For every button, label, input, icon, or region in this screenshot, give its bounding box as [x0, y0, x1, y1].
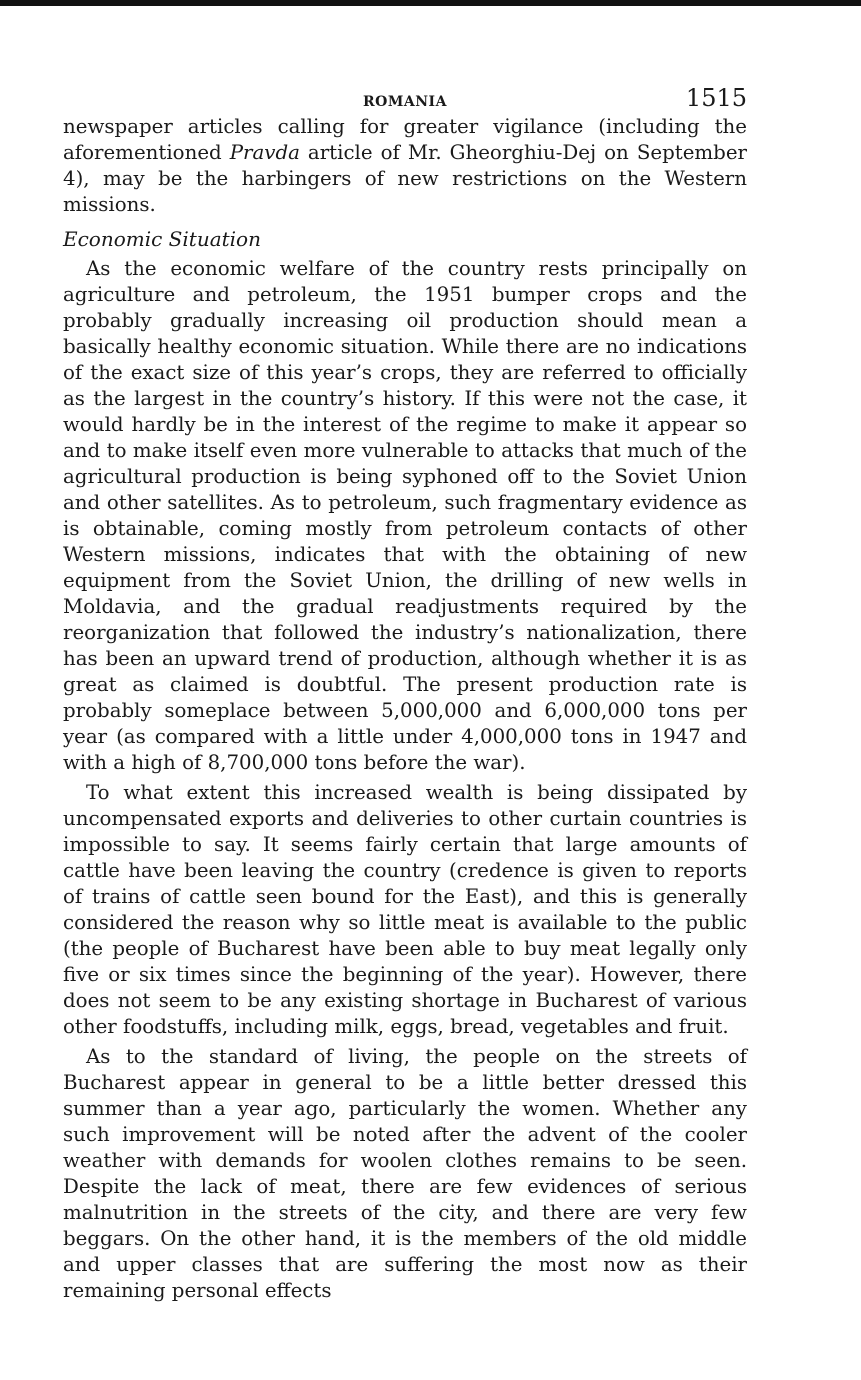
publication-title: Pravda — [229, 141, 300, 164]
paragraph-standard-of-living: As to the standard of living, the people on the streets of Bucharest appear in general to be a little better dressed this summer than a year ago, particularly the women. Whether any such improvement will be noted after the advent of the cooler weather with demands for woolen clothes remains to be seen. Despite the lack of meat, there are few evidences of serious malnutrition in the streets of the city, and there are very few beggars. On the other hand, it is the members of the old middle and upper classes that are suffering the most now as their remaining personal effects — [63, 1045, 747, 1302]
running-title: ROMANIA — [363, 94, 447, 110]
paragraph-continued — [63, 114, 747, 218]
running-head — [63, 84, 747, 114]
document-page — [63, 84, 747, 1304]
section-heading: Economic Situation — [63, 227, 261, 251]
page-number: 1515 — [685, 84, 747, 112]
paragraph-economic-welfare: As the economic welfare of the country rests principally on agriculture and petroleum, the 1951 bumper crops and the probably gradually increasing oil production should mean a basically healthy economic situation. While there are no indications of the exact size of this year’s crops, they are referred to officially as the largest in the country’s history. If this were not the case, it would hardly be in the interest of the regime to make it appear so and to make itself even more vulnerable to attacks that much of the agricultural production is being syphoned off to the Soviet Union and other satellites. As to petroleum, such fragmentary evidence as is obtainable, coming mostly from petroleum contacts of other Western missions, indicates that with the obtaining of new equipment from the Soviet Union, the drilling of new wells in Moldavia, and the gradual readjustments required by the reorganization that followed the industry’s nationalization, there has been an upward trend of production, although whether it is as great as claimed is doubtful. The present production rate is probably someplace between 5,000,000 and 6,000,000 tons per year (as compared with a little under 4,000,000 tons in 1947 and with a high of 8,700,000 tons before the war). — [63, 257, 747, 774]
paragraph-text: article of Mr. Gheorghiu-Dej on September 4), may be the harbingers of new restrictions on the Western missions. — [63, 141, 747, 216]
paragraph-exports: To what extent this increased wealth is being dissipated by uncompensated exports and deliveries to other curtain countries is impossible to say. It seems fairly certain that large amounts of cattle have been leaving the country (credence is given to reports of trains of cattle seen bound for the East), and this is generally considered the reason why so little meat is available to the public (the people of Bucharest have been able to buy meat legally only five or six times since the beginning of the year). However, there does not seem to be any existing shortage in Bucharest of various other foodstuffs, including milk, eggs, bread, vegetables and fruit. — [63, 781, 747, 1038]
paragraph-text: newspaper articles calling for greater vigilance (including the aforementioned — [63, 115, 747, 164]
top-border-rule — [0, 0, 861, 6]
